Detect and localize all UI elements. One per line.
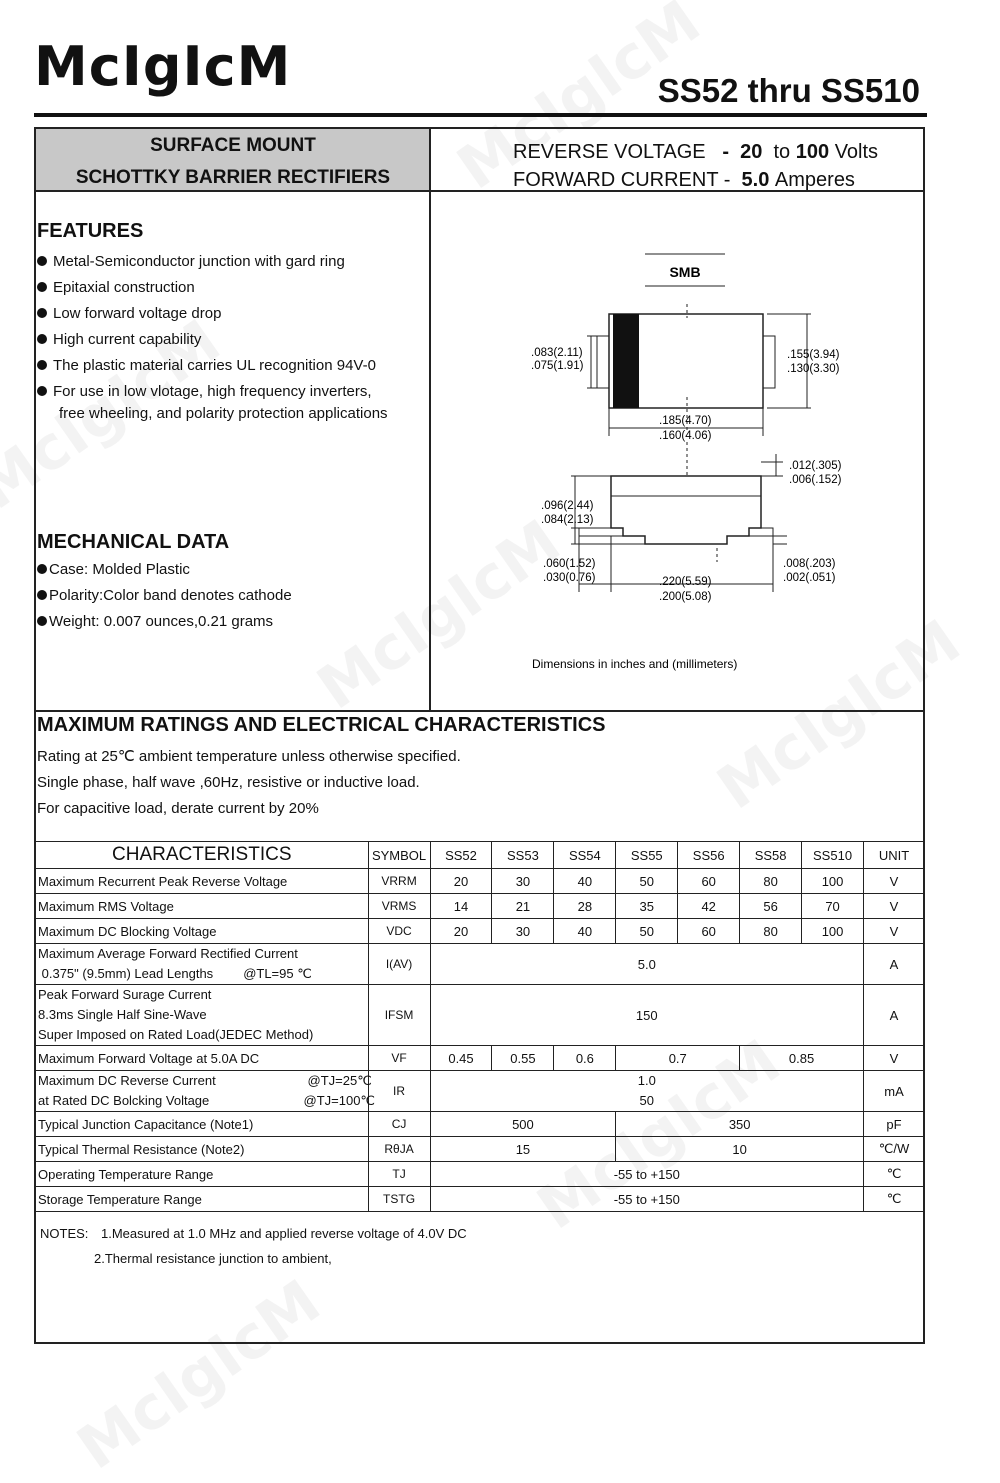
cell-value: 5.0 xyxy=(430,944,863,985)
cell-value: 150 xyxy=(430,985,863,1046)
cell-unit: V xyxy=(864,1046,925,1071)
mechanical-item: Case: Molded Plastic xyxy=(37,557,292,583)
cell-value: 100 xyxy=(802,869,864,894)
cell-value: 0.6 xyxy=(554,1046,616,1071)
cell-value: 0.45 xyxy=(430,1046,492,1071)
row-label: Typical Junction Capacitance (Note1) xyxy=(36,1112,369,1137)
dim-foot-max: .060(1.52) xyxy=(543,558,596,570)
feature-item: Metal-Semiconductor junction with gard ring xyxy=(37,249,388,275)
row-label: Maximum DC Reverse Current @TJ=25℃ at Rated DC Bolcking Voltage @TJ=100℃ xyxy=(36,1071,369,1112)
product-type-box xyxy=(36,129,430,190)
dim-lead-thick-max: .012(.305) xyxy=(789,460,842,472)
condition-line: Single phase, half wave ,60Hz, resistive or inductive load. xyxy=(37,774,420,791)
cell-unit: ℃ xyxy=(864,1187,925,1212)
row-symbol: I(AV) xyxy=(368,944,430,985)
row-symbol: CJ xyxy=(368,1112,430,1137)
row-label: Peak Forward Surage Current 8.3ms Single Half Sine-Wave Super Imposed on Rated Load(JEDEC Method) xyxy=(36,985,369,1046)
dim-lead-thick-min: .006(.152) xyxy=(789,474,842,486)
features-list xyxy=(37,249,388,423)
cell-value: 35 xyxy=(616,894,678,919)
cell-unit: ℃ xyxy=(864,1162,925,1187)
row-symbol: IFSM xyxy=(368,985,430,1046)
table-row xyxy=(36,1162,925,1187)
cell-value: 56 xyxy=(740,894,802,919)
table-row xyxy=(36,1071,925,1112)
cell-value: 0.55 xyxy=(492,1046,554,1071)
section-divider xyxy=(36,710,925,712)
table-row xyxy=(36,1137,925,1162)
cell-unit: V xyxy=(864,919,925,944)
mechanical-heading: MECHANICAL DATA xyxy=(37,531,230,553)
feature-item: The plastic material carries UL recognition 94V-0 xyxy=(37,353,388,379)
row-symbol: VF xyxy=(368,1046,430,1071)
cell-value: 14 xyxy=(430,894,492,919)
cell-unit: ℃/W xyxy=(864,1137,925,1162)
cathode-band xyxy=(613,314,639,408)
bullet-icon xyxy=(37,308,47,318)
dim-overall-min: .200(5.08) xyxy=(659,591,712,603)
feature-item: Low forward voltage drop xyxy=(37,301,388,327)
header-part: SS53 xyxy=(492,842,554,869)
cell-value: 15 xyxy=(430,1137,616,1162)
mechanical-list xyxy=(37,557,292,635)
row-label: Maximum Forward Voltage at 5.0A DC xyxy=(36,1046,369,1071)
cell-value: -55 to +150 xyxy=(430,1162,863,1187)
reverse-voltage-line: REVERSE VOLTAGE - 20 to 100 Volts xyxy=(513,141,879,163)
cell-value: -55 to +150 xyxy=(430,1187,863,1212)
note-2: 2.Thermal resistance junction to ambient, xyxy=(94,1251,332,1266)
table-header-row xyxy=(36,842,925,869)
cell-value: 30 xyxy=(492,919,554,944)
ratings-conditions xyxy=(37,744,461,822)
cell-value: 40 xyxy=(554,919,616,944)
product-type-line1: SURFACE MOUNT xyxy=(150,135,316,156)
row-symbol: IR xyxy=(368,1071,430,1112)
cell-value: 42 xyxy=(678,894,740,919)
row-label: Typical Thermal Resistance (Note2) xyxy=(36,1137,369,1162)
bullet-icon xyxy=(37,564,47,574)
cell-unit: A xyxy=(864,944,925,985)
row-label: Operating Temperature Range xyxy=(36,1162,369,1187)
cell-value: 20 xyxy=(430,919,492,944)
bullet-icon xyxy=(37,360,47,370)
cell-value: 70 xyxy=(802,894,864,919)
cell-unit: mA xyxy=(864,1071,925,1112)
cell-value: 350 xyxy=(616,1112,864,1137)
bullet-icon xyxy=(37,590,47,600)
features-heading: FEATURES xyxy=(37,220,144,242)
condition-line: Rating at 25℃ ambient temperature unless otherwise specified. xyxy=(37,748,461,765)
table-row xyxy=(36,985,925,1046)
dim-body-length-max: .185(4.70) xyxy=(659,415,712,427)
dim-standoff-min: .002(.051) xyxy=(783,572,836,584)
table-row xyxy=(36,869,925,894)
cell-value: 20 xyxy=(430,869,492,894)
cell-unit: pF xyxy=(864,1112,925,1137)
dim-overall-max: .220(5.59) xyxy=(659,576,712,588)
cell-unit: V xyxy=(864,894,925,919)
bullet-icon xyxy=(37,334,47,344)
dim-body-width-min: .130(3.30) xyxy=(787,363,840,375)
bullet-icon xyxy=(37,616,47,626)
header-rule xyxy=(34,113,927,117)
row-label: Maximum RMS Voltage xyxy=(36,894,369,919)
cell-value: 50 xyxy=(616,919,678,944)
cell-value: 30 xyxy=(492,869,554,894)
row-symbol: TJ xyxy=(368,1162,430,1187)
table-row xyxy=(36,894,925,919)
note-1: 1.Measured at 1.0 MHz and applied reverse voltage of 4.0V DC xyxy=(101,1226,467,1241)
header-symbol: SYMBOL xyxy=(368,842,430,869)
cell-value: 500 xyxy=(430,1112,616,1137)
table-row xyxy=(36,919,925,944)
bullet-icon xyxy=(37,282,47,292)
row-symbol: RθJA xyxy=(368,1137,430,1162)
cell-value: 60 xyxy=(678,919,740,944)
dim-lead-height-max: .083(2.11) xyxy=(531,347,583,359)
row-symbol: VRRM xyxy=(368,869,430,894)
header-part: SS55 xyxy=(616,842,678,869)
cell-value: 50 xyxy=(616,869,678,894)
cell-value: 28 xyxy=(554,894,616,919)
header-unit: UNIT xyxy=(864,842,925,869)
header-characteristics: CHARACTERISTICS xyxy=(36,842,369,869)
dim-lead-height-min: .075(1.91) xyxy=(531,360,584,372)
product-type-line2: SCHOTTKY BARRIER RECTIFIERS xyxy=(75,167,391,188)
header-part: SS58 xyxy=(740,842,802,869)
cell-value: 21 xyxy=(492,894,554,919)
cell-value: 60 xyxy=(678,869,740,894)
dim-standoff-max: .008(.203) xyxy=(783,558,836,570)
header-part: SS52 xyxy=(430,842,492,869)
notes-label: NOTES: xyxy=(40,1226,89,1241)
forward-current-line: FORWARD CURRENT - 5.0 Amperes xyxy=(513,169,855,191)
cell-value: 10 xyxy=(616,1137,864,1162)
ratings-summary xyxy=(513,138,878,194)
row-label: Maximum Average Forward Rectified Current 0.375" (9.5mm) Lead Lengths @TL=95 ℃ xyxy=(36,944,369,985)
table-row xyxy=(36,1046,925,1071)
cell-value: 0.7 xyxy=(616,1046,740,1071)
dim-body-length-min: .160(4.06) xyxy=(659,430,712,442)
feature-item: For use in low vlotage, high frequency inverters, xyxy=(37,379,388,405)
feature-continuation: free wheeling, and polarity protection applications xyxy=(59,405,388,422)
row-label: Storage Temperature Range xyxy=(36,1187,369,1212)
cell-value: 80 xyxy=(740,869,802,894)
cell-value: 100 xyxy=(802,919,864,944)
table-row xyxy=(36,944,925,985)
row-symbol: VDC xyxy=(368,919,430,944)
condition-line: For capacitive load, derate current by 20% xyxy=(37,800,319,817)
mechanical-item: Polarity:Color band denotes cathode xyxy=(37,583,292,609)
package-outline-drawing xyxy=(431,192,925,710)
row-symbol: VRMS xyxy=(368,894,430,919)
row-symbol: TSTG xyxy=(368,1187,430,1212)
feature-item: High current capability xyxy=(37,327,388,353)
cell-value: 1.0 50 xyxy=(430,1071,863,1112)
dimensions-caption: Dimensions in inches and (millimeters) xyxy=(532,657,738,671)
header-part: SS510 xyxy=(802,842,864,869)
table-row xyxy=(36,1187,925,1212)
cell-value: 40 xyxy=(554,869,616,894)
characteristics-table xyxy=(35,841,925,1212)
bullet-icon xyxy=(37,386,47,396)
cell-value: 80 xyxy=(740,919,802,944)
header-part: SS54 xyxy=(554,842,616,869)
cell-value: 0.85 xyxy=(740,1046,864,1071)
dim-height-min: .084(2.13) xyxy=(541,514,594,526)
mechanical-item: Weight: 0.007 ounces,0.21 grams xyxy=(37,609,292,635)
header-part: SS56 xyxy=(678,842,740,869)
dim-height-max: .096(2.44) xyxy=(541,500,594,512)
dim-body-width-max: .155(3.94) xyxy=(787,349,840,361)
feature-item: Epitaxial construction xyxy=(37,275,388,301)
brand-logo: McIgIcM xyxy=(34,35,292,98)
part-range-title: SS52 thru SS510 xyxy=(657,72,920,109)
table-row xyxy=(36,1112,925,1137)
dim-foot-min: .030(0.76) xyxy=(543,572,596,584)
row-label: Maximum DC Blocking Voltage xyxy=(36,919,369,944)
ratings-heading: MAXIMUM RATINGS AND ELECTRICAL CHARACTERISTICS xyxy=(37,714,606,736)
cell-unit: A xyxy=(864,985,925,1046)
package-label: SMB xyxy=(669,264,701,280)
bullet-icon xyxy=(37,256,47,266)
cell-unit: V xyxy=(864,869,925,894)
row-label: Maximum Recurrent Peak Reverse Voltage xyxy=(36,869,369,894)
